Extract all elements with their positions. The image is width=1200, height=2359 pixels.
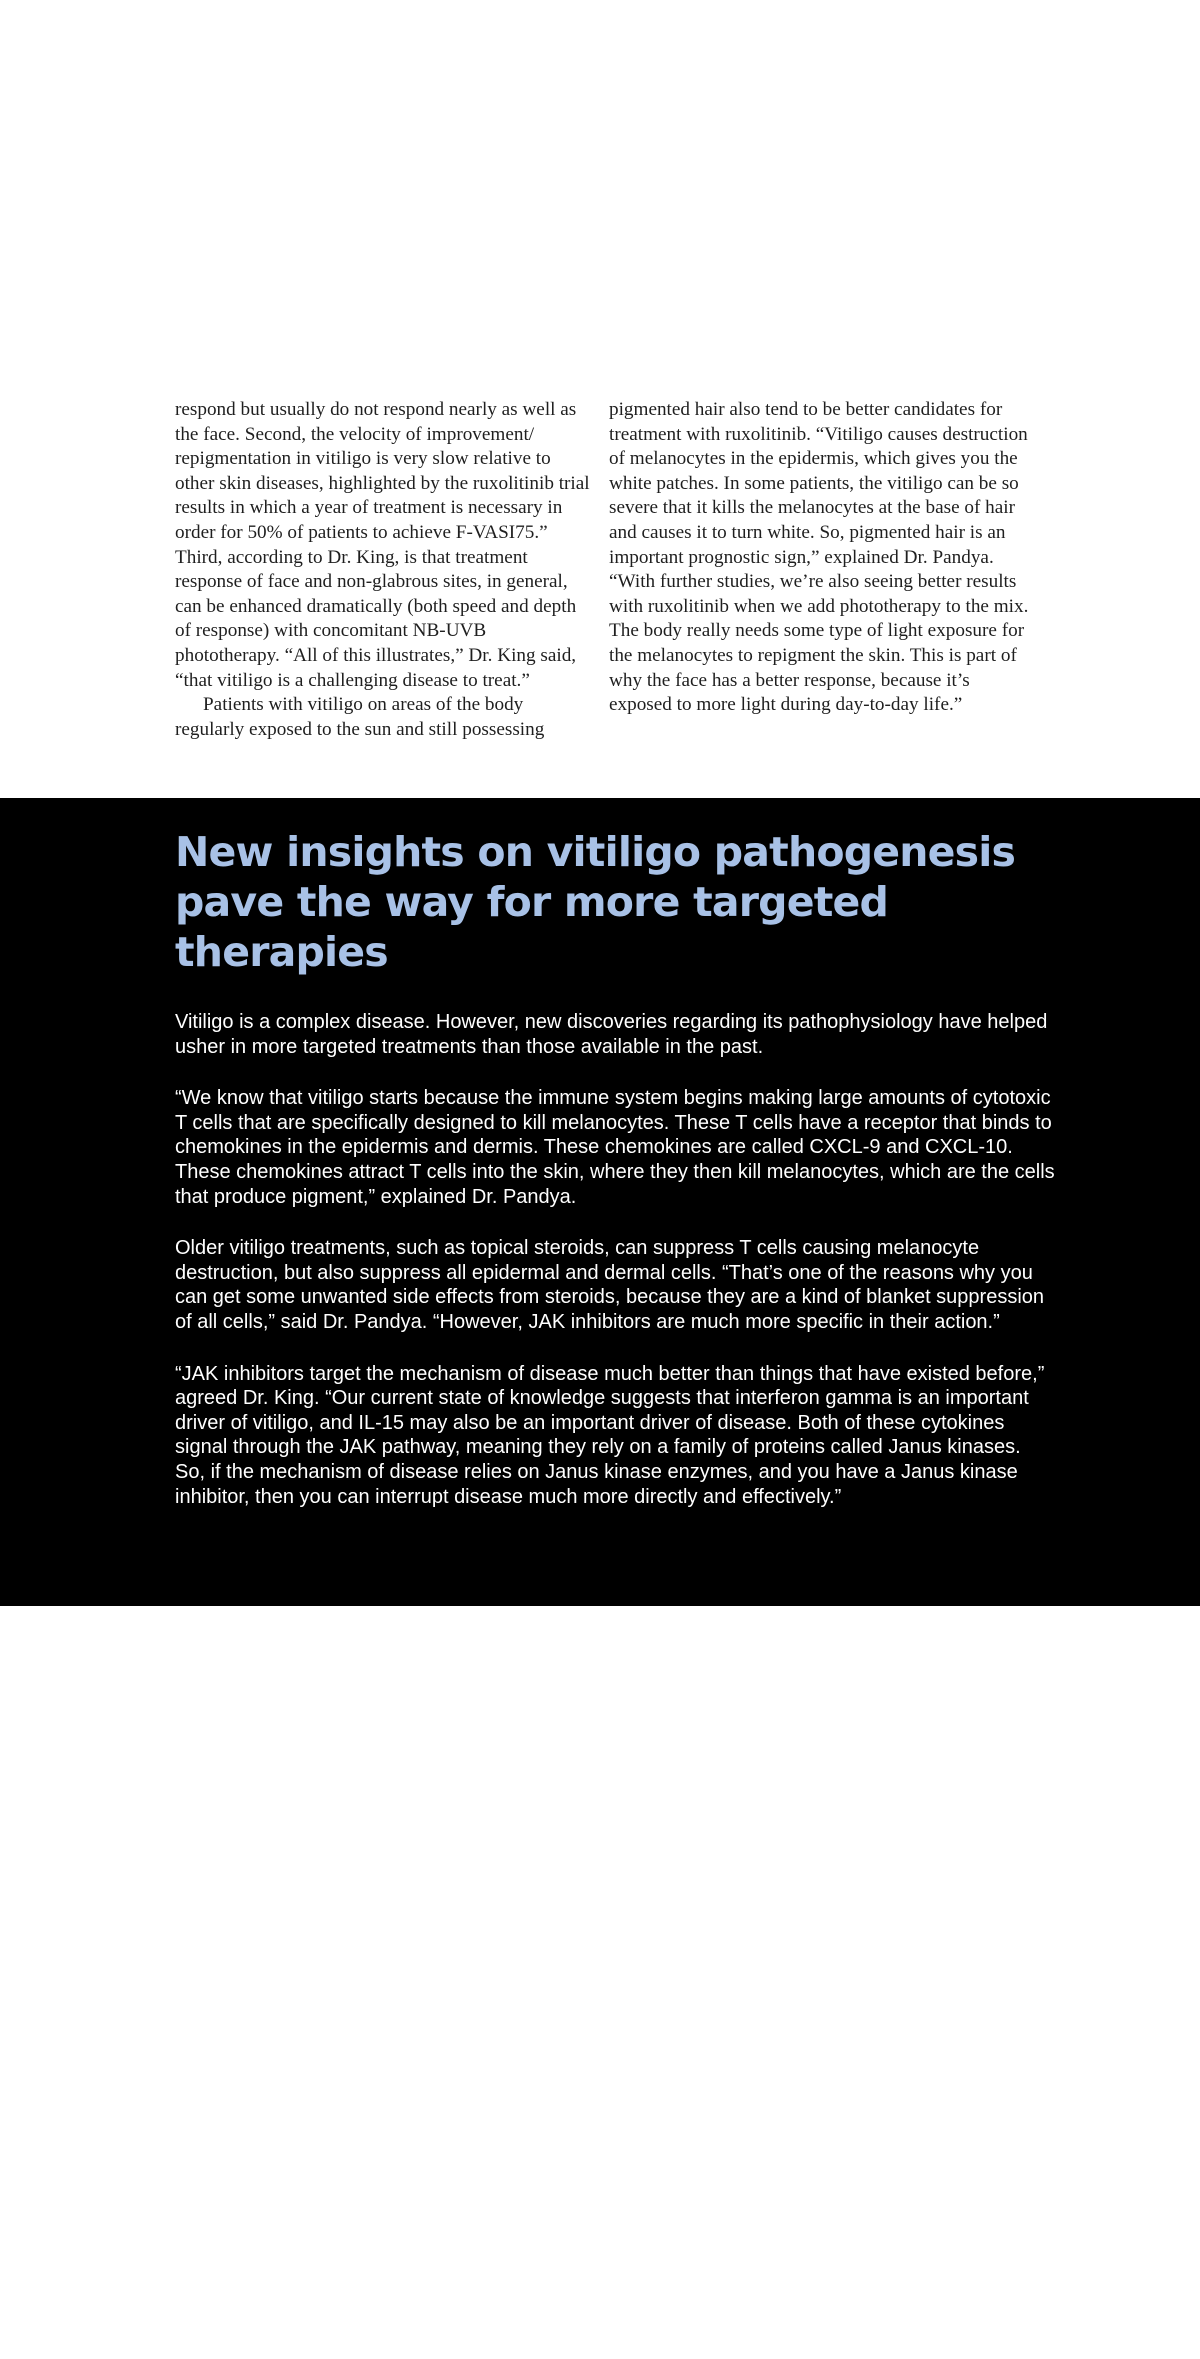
article-column-right (609, 398, 1037, 742)
footer-issue: DERMATOLOGY WORLD // March 2024 (872, 2345, 1099, 2359)
sidebar-paragraph: Vitiligo is a complex disease. However, new discoveries regarding its pathophysiology have helped usher in more targeted treatments than those available in the past. (175, 1011, 1048, 1058)
sidebar-box (0, 798, 1200, 2359)
article-paragraph: respond but usually do not respond nearly as well as the face. Second, the velocity of improvement/ repigmentation in vitiligo is very slow relative to other skin diseases, highlighted by the ruxolitinib trial results in which a year of treatment is necessary in order for 50% of patients to achieve F-VASI75.” Third, according to Dr. King, is that treatment response of face and non-glabrous sites, in general, can be enhanced dramatically (both speed and depth of response) with concomitant NB-UVB phototherapy. “All of this illustrates,” Dr. King said, “that vitiligo is a challenging disease to treat.” (175, 399, 590, 691)
article-columns (175, 398, 1037, 742)
sidebar-paragraph: “We know that vitiligo starts because the immune system begins making large amounts of cytotoxic T cells that are specifically designed to kill melanocytes. These T cells have a receptor that binds to chemokines in the epidermis and dermis. These chemokines are called CXCL-9 and CXCL-10. These chemokines attract T cells into the skin, where they then kill melanocytes, which are the cells that produce pigment,” explained Dr. Pandya. (175, 1087, 1055, 1208)
footer-issue-info (873, 2343, 1126, 2359)
sidebar-body (175, 1010, 1055, 1509)
sidebar-content (175, 827, 1055, 1536)
article-paragraph: Patients with vitiligo on areas of the body regularly exposed to the sun and still possessing (175, 694, 545, 740)
footer-publisher: A Publication of the American Aacademy of Dermatology | Association (73, 2343, 460, 2357)
page-number: 27 (1110, 2343, 1126, 2359)
sidebar-paragraph: “JAK inhibitors target the mechanism of disease much better than things that have existed before,” agreed Dr. King. “Our current state of knowledge suggests that interferon gamma is an important driver of vitiligo, and IL-15 may also be an important driver of disease. Both of these cytokines signal through the JAK pathway, meaning they rely on a family of proteins called Janus kinases. So, if the mechanism of disease relies on Janus kinase enzymes, and you have a Janus kinase inhibitor, then you can interrupt disease much more directly and effectively.” (175, 1362, 1045, 1508)
sidebar-title: New insights on vitiligo pathogenesis pave the way for more targeted therapies (175, 828, 1016, 976)
sidebar-paragraph: Older vitiligo treatments, such as topical steroids, can suppress T cells causing melanocyte destruction, but also suppress all epidermal and dermal cells. “That’s one of the reasons why you can get some unwanted side effects from steroids, because they are a kind of blanket suppression of all cells,” said Dr. Pandya. “However, JAK inhibitors are much more specific in their action.” (175, 1237, 1045, 1333)
article-column-left (175, 398, 593, 742)
article-paragraph: pigmented hair also tend to be better candidates for treatment with ruxolitinib. “Vitiligo causes destruction of melanocytes in the epidermis, which gives you the white patches. In some patients, the vitiligo can be so severe that it kills the melanocytes at the base of hair and causes it to turn white. So, pigmented hair is an important prognostic sign,” explained Dr. Pandya. “With further studies, we’re also seeing better results with ruxolitinib when we add phototherapy to the mix. The body really needs some type of light exposure for the melanocytes to repigment the skin. This is part of why the face has a better response, because it’s exposed to more light during day-to-day life.” (609, 399, 1029, 716)
